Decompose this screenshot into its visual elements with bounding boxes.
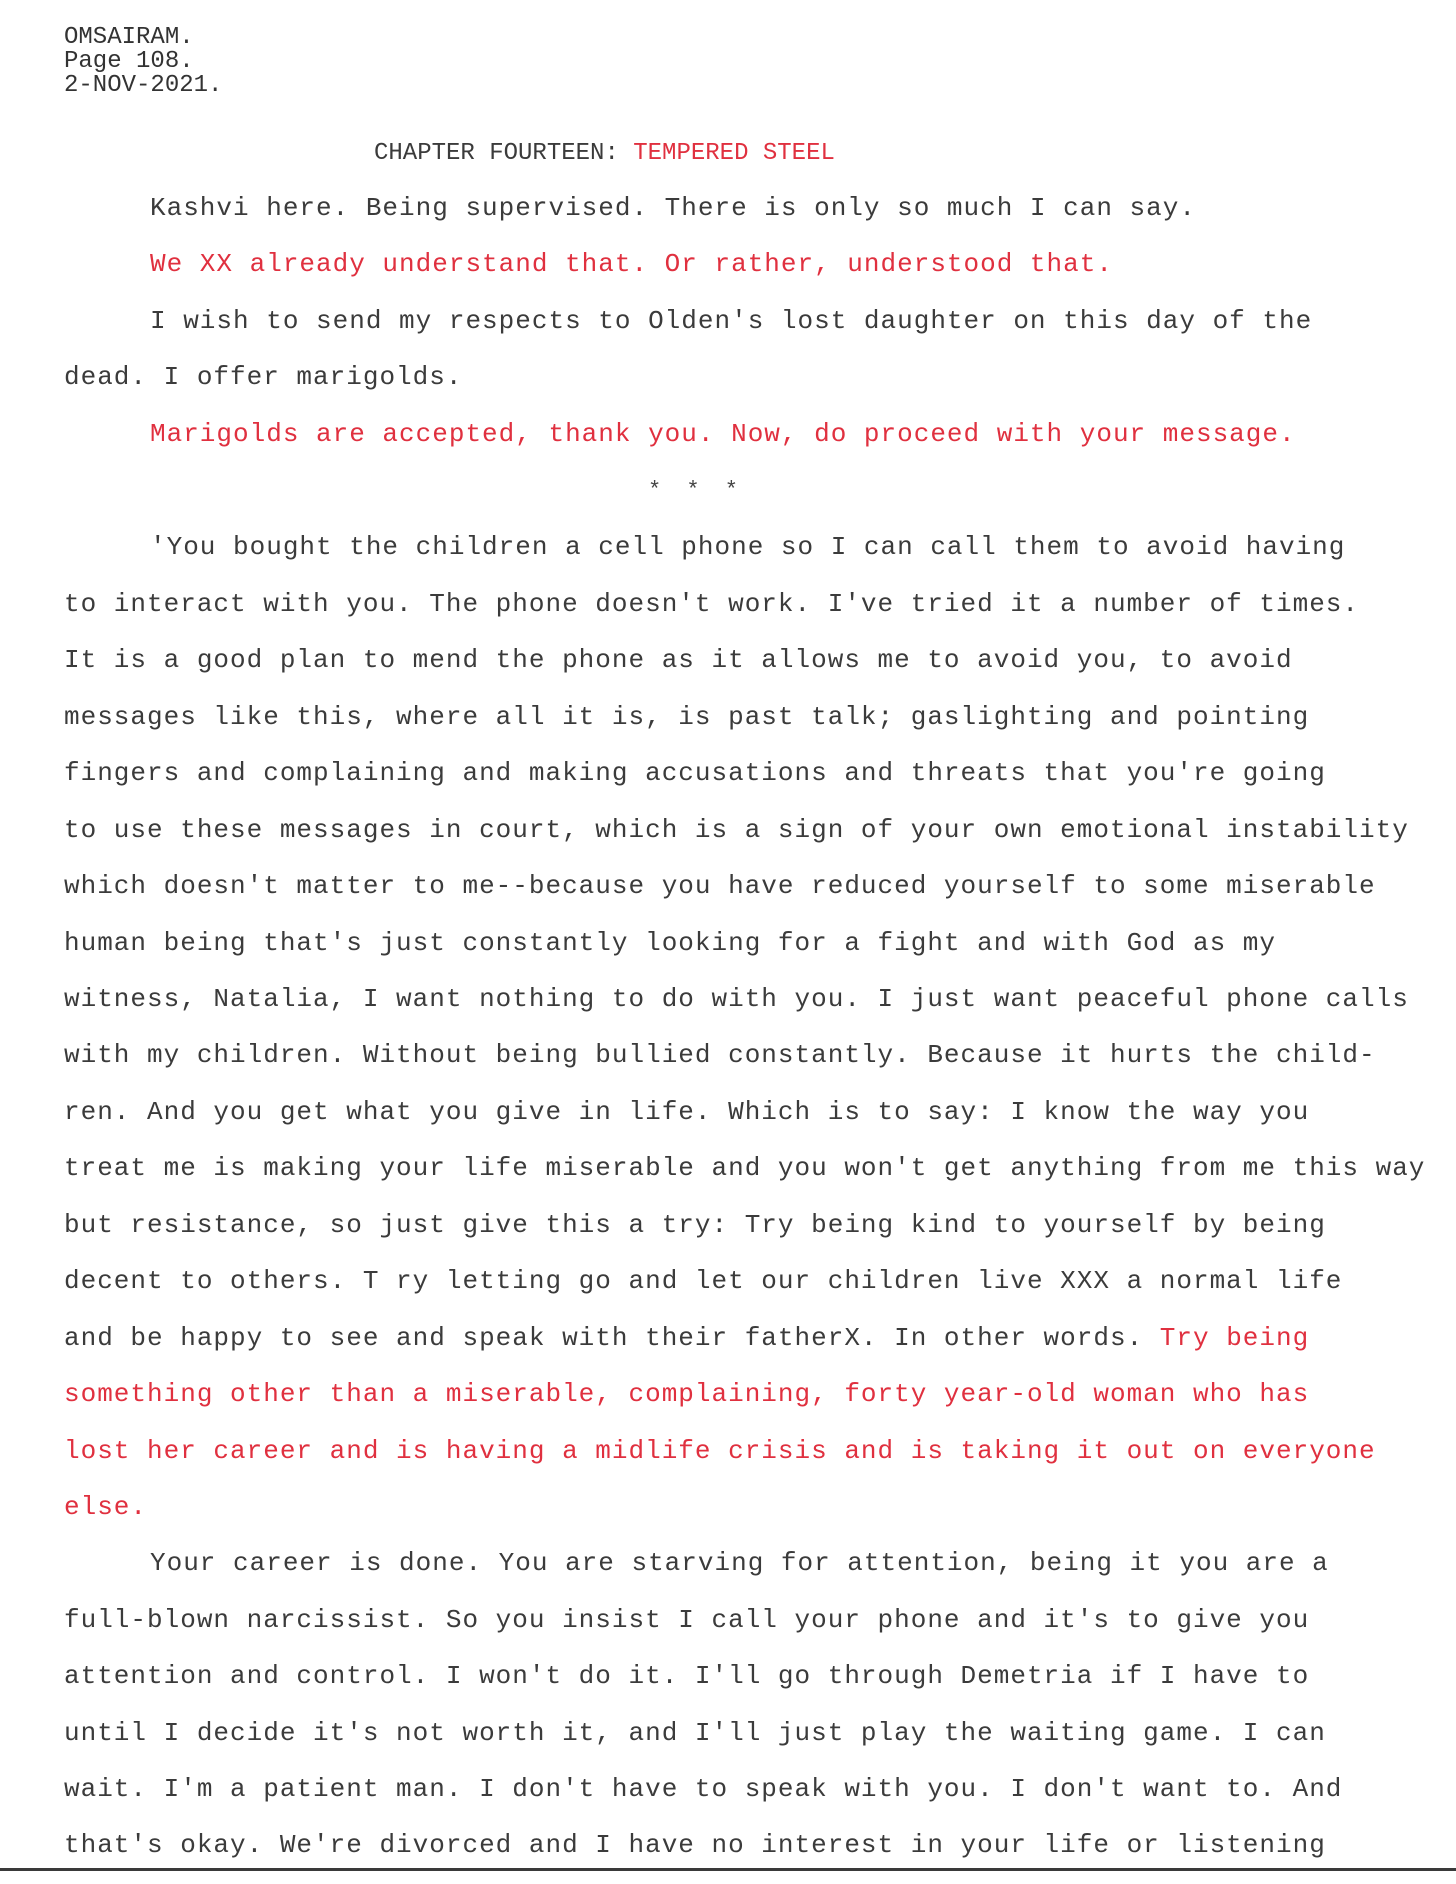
chapter-prefix: CHAPTER FOURTEEN: bbox=[374, 140, 634, 167]
text-line: which doesn't matter to me--because you have reduced yourself to some miserable bbox=[64, 871, 1376, 901]
text-line bbox=[64, 1323, 1309, 1353]
text-line: treat me is making your life miserable and you won't get anything from me this way bbox=[64, 1153, 1426, 1183]
text-line: messages like this, where all it is, is past talk; gaslighting and pointing bbox=[64, 702, 1310, 732]
text-line: until I decide it's not worth it, and I'll just play the waiting game. I can bbox=[64, 1718, 1326, 1748]
text-line: Your career is done. You are starving for attention, being it you are a bbox=[150, 1548, 1329, 1578]
text-line: attention and control. I won't do it. I'll go through Demetria if I have to bbox=[64, 1661, 1310, 1691]
text-line: with my children. Without being bullied constantly. Because it hurts the child- bbox=[64, 1040, 1376, 1070]
text-line: decent to others. T ry letting go and let our children live XXX a normal life bbox=[64, 1266, 1343, 1296]
text-line: 'You bought the children a cell phone so I can call them to avoid having bbox=[150, 532, 1346, 562]
text-line: dead. I offer marigolds. bbox=[64, 362, 463, 392]
chapter-title: TEMPERED STEEL bbox=[633, 140, 835, 167]
header-omsairam: OMSAIRAM. bbox=[64, 24, 194, 51]
text-line: We XX already understand that. Or rather, understood that. bbox=[150, 249, 1113, 279]
text-segment-red: Try being bbox=[1159, 1323, 1310, 1353]
text-line: to interact with you. The phone doesn't work. I've tried it a number of times. bbox=[64, 589, 1359, 619]
text-line: full-blown narcissist. So you insist I call your phone and it's to give you bbox=[64, 1605, 1310, 1635]
chapter-heading bbox=[374, 140, 835, 168]
text-line: human being that's just constantly looking for a fight and with God as my bbox=[64, 928, 1276, 958]
text-line: ren. And you get what you give in life. Which is to say: I know the way you bbox=[64, 1097, 1310, 1127]
text-line: Marigolds are accepted, thank you. Now, do proceed with your message. bbox=[150, 419, 1296, 449]
header-page-number: Page 108. bbox=[64, 48, 194, 75]
text-line: Kashvi here. Being supervised. There is only so much I can say. bbox=[150, 193, 1196, 223]
text-line: else. bbox=[64, 1492, 148, 1522]
text-line: fingers and complaining and making accusations and threats that you're going bbox=[64, 758, 1326, 788]
header-date: 2-NOV-2021. bbox=[64, 72, 223, 99]
text-line: wait. I'm a patient man. I don't have to speak with you. I don't want to. And bbox=[64, 1774, 1343, 1804]
text-line: that's okay. We're divorced and I have no interest in your life or listening bbox=[64, 1830, 1326, 1860]
text-line: to use these messages in court, which is a sign of your own emotional instability bbox=[64, 815, 1409, 845]
text-line: It is a good plan to mend the phone as it allows me to avoid you, to avoid bbox=[64, 645, 1293, 675]
text-line: I wish to send my respects to Olden's lost daughter on this day of the bbox=[150, 306, 1313, 336]
text-line: but resistance, so just give this a try: Try being kind to yourself by being bbox=[64, 1210, 1326, 1240]
text-line: lost her career and is having a midlife crisis and is taking it out on everyone bbox=[64, 1436, 1376, 1466]
page-bottom-edge bbox=[0, 1868, 1456, 1871]
text-line: witness, Natalia, I want nothing to do with you. I just want peaceful phone calls bbox=[64, 984, 1409, 1014]
text-segment: and be happy to see and speak with their fatherX. In other words. bbox=[64, 1323, 1160, 1353]
section-break: * * * bbox=[648, 478, 745, 503]
page-header bbox=[64, 26, 222, 98]
text-line: something other than a miserable, complaining, forty year-old woman who has bbox=[64, 1379, 1310, 1409]
